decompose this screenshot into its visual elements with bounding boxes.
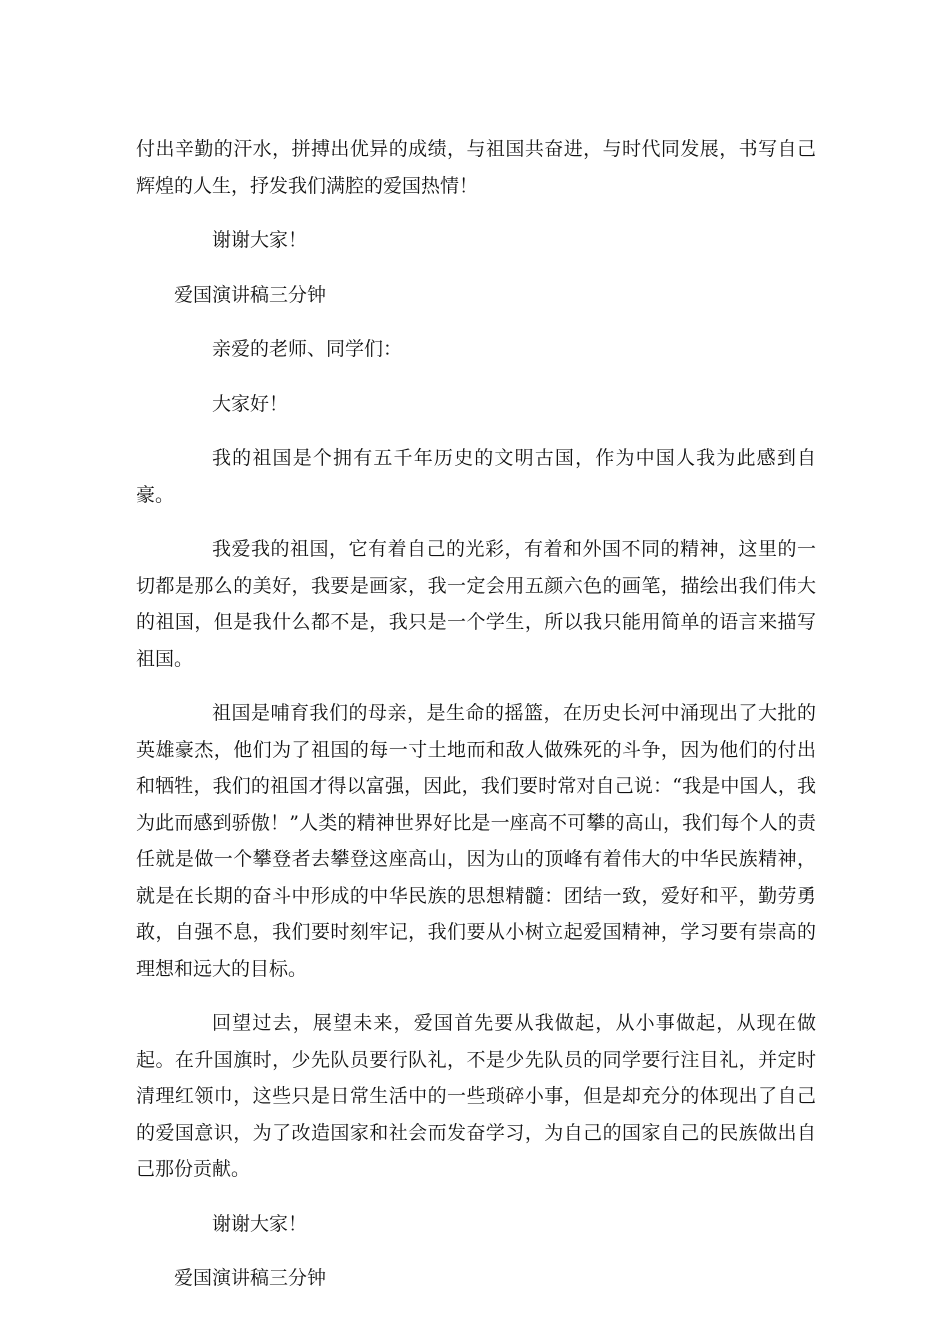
paragraph-greeting: 大家好！ [212,392,289,415]
document-page [136,131,816,1297]
paragraph-thanks: 谢谢大家！ [212,229,308,251]
paragraph-body: 我的祖国是个拥有五千年历史的文明古国，作为中国人我为此感到自豪。 [136,447,816,506]
section-heading: 爱国演讲稿三分钟 [174,283,327,306]
paragraph-body: 祖国是哺育我们的母亲，是生命的摇篮，在历史长河中涌现出了大批的英雄豪杰，他们为了祖国的每一寸土地而和敌人做殊死的斗争，因为他们的付出和牺牲，我们的祖国才得以富强，因此，我们要时常对自己说：“我是中国人，我为此而感到骄傲！”人类的精神世界好比是一座高不可攀的高山，我们每个人的责任就是做一个攀登者去攀登这座高山，因为山的顶峰有着伟大的中华民族精神，就是在长期的奋斗中形成的中华民族的思想精髓：团结一致，爱好和平，勤劳勇敢，自强不息，我们要时刻牢记，我们要从小树立起爱国精神，学习要有崇高的理想和远大的目标。 [136,702,816,980]
paragraph-thanks: 谢谢大家！ [212,1212,308,1235]
paragraph-body: 我爱我的祖国，它有着自己的光彩，有着和外国不同的精神，这里的一切都是那么的美好，我要是画家，我一定会用五颜六色的画笔，描绘出我们伟大的祖国，但是我什么都不是，我只是一个学生，所以我只能用简单的语言来描写祖国。 [136,538,816,670]
paragraph-salutation: 亲爱的老师、同学们： [212,338,403,360]
paragraph-closing-text: 付出辛勤的汗水，拼搏出优异的成绩，与祖国共奋进，与时代同发展，书写自己辉煌的人生，抒发我们满腔的爱国热情！ [136,138,816,197]
paragraph-body: 回望过去，展望未来，爱国首先要从我做起，从小事做起，从现在做起。在升国旗时，少先队员要行队礼，不是少先队员的同学要行注目礼，并定时清理红领巾，这些只是日常生活中的一些琐碎小事，但是却充分的体现出了自己的爱国意识，为了改造国家和社会而发奋学习，为自己的国家自己的民族做出自己那份贡献。 [136,1012,816,1180]
section-heading: 爱国演讲稿三分钟 [174,1267,327,1289]
